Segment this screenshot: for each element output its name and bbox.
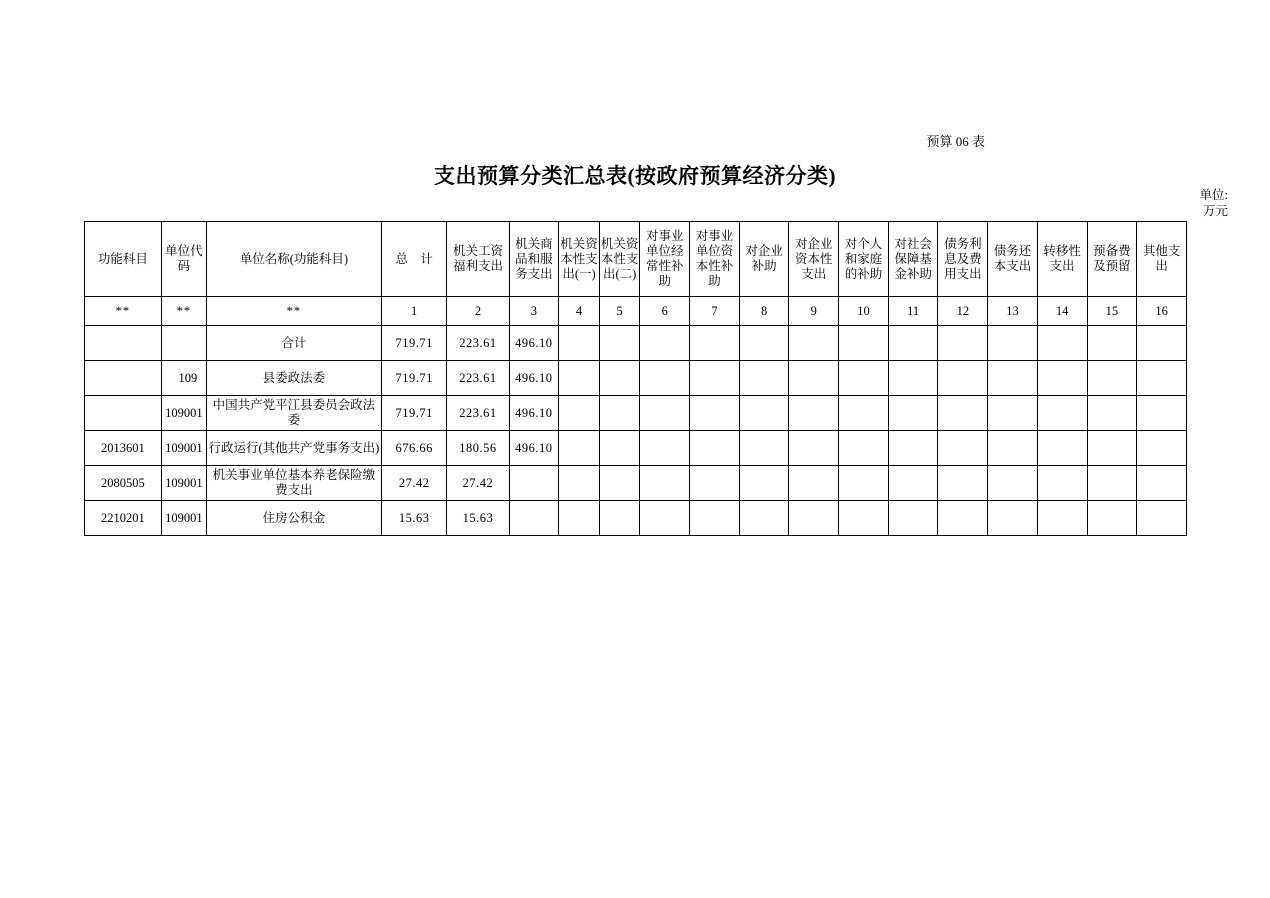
- budget-table: [84, 221, 1187, 536]
- cell-unit-name: 合计: [206, 326, 381, 361]
- cell-transfer: [1037, 501, 1087, 536]
- cell-debt-interest: [938, 501, 988, 536]
- unit-label-line1: 单位:: [1199, 188, 1228, 202]
- cell-goods: 496.10: [509, 396, 559, 431]
- cell-goods: 496.10: [509, 431, 559, 466]
- colnum-1: **: [161, 297, 206, 326]
- cell-debt-interest: [938, 431, 988, 466]
- cell-other: [1137, 501, 1187, 536]
- cell-func-code: 2013601: [85, 431, 162, 466]
- table-row: [85, 396, 1187, 431]
- cell-transfer: [1037, 361, 1087, 396]
- colnum-5: 3: [509, 297, 559, 326]
- cell-salary: 223.61: [447, 396, 509, 431]
- cell-enterprise-capital: [789, 501, 839, 536]
- cell-debt-interest: [938, 326, 988, 361]
- cell-institution-capital: [690, 361, 740, 396]
- cell-goods: [509, 466, 559, 501]
- col-header-social-security: 对社会保障基金补助: [888, 222, 938, 297]
- cell-capital-1: [559, 326, 600, 361]
- cell-reserve: [1087, 501, 1137, 536]
- colnum-7: 5: [599, 297, 640, 326]
- cell-other: [1137, 326, 1187, 361]
- table-header-row: [85, 222, 1187, 297]
- colnum-11: 9: [789, 297, 839, 326]
- page-title: 支出预算分类汇总表(按政府预算经济分类): [434, 164, 836, 188]
- colnum-8: 6: [640, 297, 690, 326]
- cell-institution-recurrent: [640, 361, 690, 396]
- cell-func-code: [85, 361, 162, 396]
- cell-institution-capital: [690, 501, 740, 536]
- cell-debt-interest: [938, 466, 988, 501]
- col-header-other: 其他支出: [1137, 222, 1187, 297]
- cell-capital-1: [559, 501, 600, 536]
- cell-total: 15.63: [381, 501, 446, 536]
- table-row: [85, 466, 1187, 501]
- col-header-transfer: 转移性支出: [1037, 222, 1087, 297]
- cell-individual-family: [839, 431, 889, 466]
- cell-capital-2: [599, 431, 640, 466]
- cell-capital-2: [599, 361, 640, 396]
- cell-transfer: [1037, 431, 1087, 466]
- cell-unit-name: 中国共产党平江县委员会政法委: [206, 396, 381, 431]
- cell-capital-2: [599, 501, 640, 536]
- cell-reserve: [1087, 466, 1137, 501]
- cell-debt-interest: [938, 396, 988, 431]
- unit-label-line2: 万元: [1202, 204, 1228, 218]
- cell-salary: 223.61: [447, 326, 509, 361]
- cell-unit-name: 行政运行(其他共产党事务支出): [206, 431, 381, 466]
- cell-social-security: [888, 396, 938, 431]
- cell-enterprise-subsidy: [739, 501, 789, 536]
- table-column-number-row: [85, 297, 1187, 326]
- cell-capital-1: [559, 396, 600, 431]
- col-header-salary-welfare: 机关工资福利支出: [447, 222, 509, 297]
- cell-individual-family: [839, 361, 889, 396]
- cell-capital-1: [559, 466, 600, 501]
- cell-debt-principal: [988, 361, 1038, 396]
- cell-enterprise-capital: [789, 431, 839, 466]
- cell-enterprise-subsidy: [739, 396, 789, 431]
- col-header-total: 总 计: [381, 222, 446, 297]
- cell-social-security: [888, 431, 938, 466]
- table-row: [85, 501, 1187, 536]
- cell-unit-code: 109001: [161, 501, 206, 536]
- cell-func-code: 2210201: [85, 501, 162, 536]
- cell-unit-code: 109001: [161, 396, 206, 431]
- cell-unit-code: [161, 326, 206, 361]
- cell-capital-2: [599, 466, 640, 501]
- cell-institution-recurrent: [640, 326, 690, 361]
- cell-salary: 180.56: [447, 431, 509, 466]
- unit-label: [0, 187, 1228, 219]
- cell-institution-recurrent: [640, 431, 690, 466]
- col-header-enterprise-capital: 对企业资本性支出: [789, 222, 839, 297]
- cell-debt-principal: [988, 466, 1038, 501]
- cell-func-code: [85, 396, 162, 431]
- cell-transfer: [1037, 466, 1087, 501]
- colnum-2: **: [206, 297, 381, 326]
- cell-other: [1137, 431, 1187, 466]
- cell-total: 676.66: [381, 431, 446, 466]
- col-header-capital-2: 机关资本性支出(二): [599, 222, 640, 297]
- cell-institution-recurrent: [640, 466, 690, 501]
- cell-other: [1137, 361, 1187, 396]
- cell-capital-1: [559, 431, 600, 466]
- table-row: [85, 326, 1187, 361]
- form-number: 预算 06 表: [926, 134, 985, 149]
- col-header-reserve: 预备费及预留: [1087, 222, 1137, 297]
- cell-unit-name: 县委政法委: [206, 361, 381, 396]
- cell-individual-family: [839, 326, 889, 361]
- cell-enterprise-subsidy: [739, 361, 789, 396]
- cell-other: [1137, 466, 1187, 501]
- cell-enterprise-capital: [789, 396, 839, 431]
- col-header-individual-family: 对个人和家庭的补助: [839, 222, 889, 297]
- cell-salary: 15.63: [447, 501, 509, 536]
- cell-total: 719.71: [381, 396, 446, 431]
- colnum-9: 7: [690, 297, 740, 326]
- cell-debt-principal: [988, 396, 1038, 431]
- cell-total: 719.71: [381, 326, 446, 361]
- cell-social-security: [888, 361, 938, 396]
- colnum-15: 13: [988, 297, 1038, 326]
- cell-enterprise-subsidy: [739, 431, 789, 466]
- cell-enterprise-capital: [789, 361, 839, 396]
- colnum-6: 4: [559, 297, 600, 326]
- cell-debt-principal: [988, 326, 1038, 361]
- cell-social-security: [888, 466, 938, 501]
- cell-individual-family: [839, 501, 889, 536]
- cell-institution-recurrent: [640, 396, 690, 431]
- cell-enterprise-subsidy: [739, 326, 789, 361]
- cell-individual-family: [839, 466, 889, 501]
- col-header-institution-recurrent: 对事业单位经常性补助: [640, 222, 690, 297]
- col-header-debt-principal: 债务还本支出: [988, 222, 1038, 297]
- colnum-12: 10: [839, 297, 889, 326]
- colnum-13: 11: [888, 297, 938, 326]
- cell-goods: 496.10: [509, 361, 559, 396]
- cell-goods: [509, 501, 559, 536]
- col-header-enterprise-subsidy: 对企业补助: [739, 222, 789, 297]
- colnum-0: **: [85, 297, 162, 326]
- colnum-4: 2: [447, 297, 509, 326]
- cell-enterprise-subsidy: [739, 466, 789, 501]
- cell-unit-code: 109001: [161, 466, 206, 501]
- cell-reserve: [1087, 361, 1137, 396]
- colnum-18: 16: [1137, 297, 1187, 326]
- cell-capital-2: [599, 326, 640, 361]
- cell-institution-capital: [690, 326, 740, 361]
- cell-individual-family: [839, 396, 889, 431]
- cell-debt-principal: [988, 431, 1038, 466]
- cell-institution-capital: [690, 396, 740, 431]
- cell-institution-recurrent: [640, 501, 690, 536]
- col-header-institution-capital: 对事业单位资本性补助: [690, 222, 740, 297]
- cell-enterprise-capital: [789, 326, 839, 361]
- cell-unit-name: 机关事业单位基本养老保险缴费支出: [206, 466, 381, 501]
- cell-capital-2: [599, 396, 640, 431]
- cell-unit-code: 109: [161, 361, 206, 396]
- cell-reserve: [1087, 396, 1137, 431]
- col-header-unit-name: 单位名称(功能科目): [206, 222, 381, 297]
- cell-reserve: [1087, 431, 1137, 466]
- cell-institution-capital: [690, 466, 740, 501]
- col-header-unit-code: 单位代码: [161, 222, 206, 297]
- col-header-capital-1: 机关资本性支出(一): [559, 222, 600, 297]
- cell-func-code: 2080505: [85, 466, 162, 501]
- col-header-debt-interest: 债务利息及费用支出: [938, 222, 988, 297]
- cell-transfer: [1037, 396, 1087, 431]
- col-header-func-code: 功能科目: [85, 222, 162, 297]
- cell-capital-1: [559, 361, 600, 396]
- colnum-10: 8: [739, 297, 789, 326]
- cell-debt-interest: [938, 361, 988, 396]
- cell-salary: 223.61: [447, 361, 509, 396]
- cell-institution-capital: [690, 431, 740, 466]
- cell-other: [1137, 396, 1187, 431]
- cell-total: 27.42: [381, 466, 446, 501]
- cell-transfer: [1037, 326, 1087, 361]
- cell-enterprise-capital: [789, 466, 839, 501]
- table-row: [85, 431, 1187, 466]
- cell-unit-code: 109001: [161, 431, 206, 466]
- cell-unit-name: 住房公积金: [206, 501, 381, 536]
- colnum-3: 1: [381, 297, 446, 326]
- col-header-goods-services: 机关商品和服务支出: [509, 222, 559, 297]
- cell-salary: 27.42: [447, 466, 509, 501]
- cell-debt-principal: [988, 501, 1038, 536]
- cell-social-security: [888, 501, 938, 536]
- colnum-14: 12: [938, 297, 988, 326]
- cell-social-security: [888, 326, 938, 361]
- cell-total: 719.71: [381, 361, 446, 396]
- cell-reserve: [1087, 326, 1137, 361]
- colnum-17: 15: [1087, 297, 1137, 326]
- table-row: [85, 361, 1187, 396]
- cell-goods: 496.10: [509, 326, 559, 361]
- colnum-16: 14: [1037, 297, 1087, 326]
- cell-func-code: [85, 326, 162, 361]
